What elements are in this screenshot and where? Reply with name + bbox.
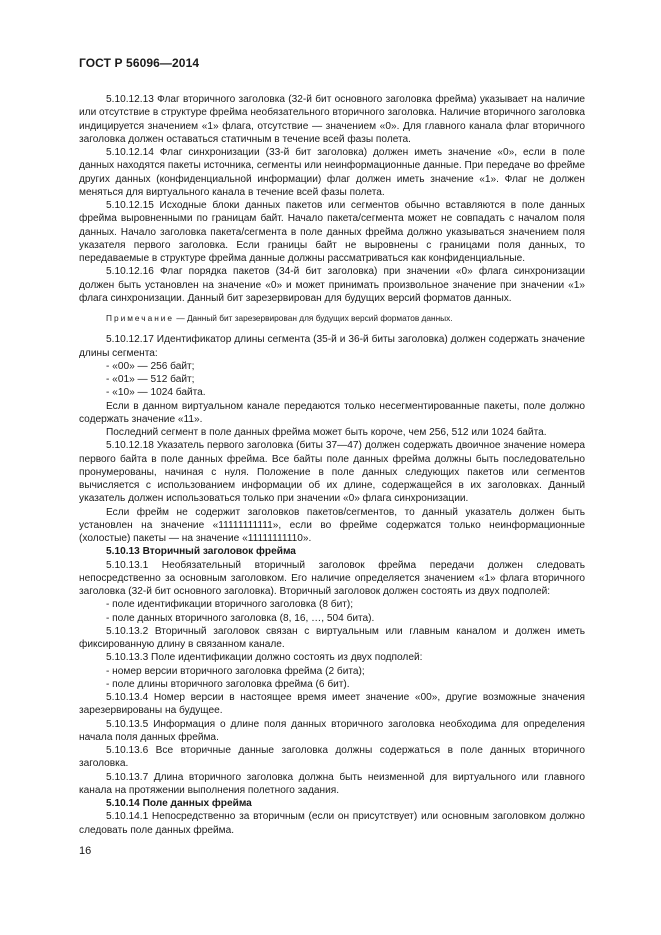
paragraph-5-10-12-18: 5.10.12.18 Указатель первого заголовка (биты 37—47) должен содержать двоичное значение номера первого байта в поле данных фрейма. Все байты поле данных фрейма должны быть последовательно пронумерованы, начиная с нуля. Положение в поле данных следующих пакетов или сегментов вычисляется с использованием информации об их длине, содержащейся в их заголовках. Данный указатель должен использоваться только при значении «0» флага синхронизации. <box>79 440 585 505</box>
paragraph: Если в данном виртуальном канале передаются только несегментированные пакеты, поле должно содержать значение «11». <box>79 400 585 425</box>
paragraph-5-10-13-6: 5.10.13.6 Все вторичные данные заголовка должны содержаться в поле данных вторичного заголовка. <box>79 745 585 770</box>
paragraph-5-10-12-14: 5.10.12.14 Флаг синхронизации (33-й бит заголовка) должен иметь значение «0», если в поле данных находятся пакеты источника, сегменты или неинформационные данные. При передаче во фрейме других данных (конфиденциальной информации) флаг должен иметь значение «1». Флаг не должен меняться для виртуального канала в течение всей фазы полета. <box>79 147 585 198</box>
section-heading-5-10-14: 5.10.14 Поле данных фрейма <box>106 798 252 809</box>
list-item: - «00» — 256 байт; <box>106 360 195 372</box>
paragraph: Последний сегмент в поле данных фрейма может быть короче, чем 256, 512 или 1024 байта. <box>106 427 547 438</box>
paragraph-5-10-13-7: 5.10.13.7 Длина вторичного заголовка должна быть неизменной для виртуального или главного канала на протяжении выполнения полетного задания. <box>79 771 585 796</box>
note <box>79 312 585 325</box>
paragraph-5-10-13-4: 5.10.13.4 Номер версии в настоящее время имеет значение «00», другие возможные значения зарезервированы на будущее. <box>79 692 585 717</box>
list-item: - поле данных вторичного заголовка (8, 16, …, 504 бита). <box>106 612 375 624</box>
paragraph-5-10-12-16: 5.10.12.16 Флаг порядка пакетов (34-й бит заголовка) при значении «0» флага синхронизации должен быть установлен на значение «0» и может принимать произвольное значение при значении «1» флага синхронизации. Данный бит зарезервирован для будущих версий форматов данных. <box>79 266 585 304</box>
list-item: - поле идентификации вторичного заголовка (8 бит); <box>106 599 354 611</box>
list-item: - номер версии вторичного заголовка фрейма (2 бита); <box>106 665 365 677</box>
note-label: Примечание <box>106 313 175 323</box>
paragraph-5-10-13-5: 5.10.13.5 Информация о длине поля данных вторичного заголовка необходима для определения начала поля данных фрейма. <box>79 718 585 743</box>
paragraph: Если фрейм не содержит заголовков пакетов/сегментов, то данный указатель должен быть установлен на значение «11111111111», если во фрейме содержатся только неинформационные (холостые) пакеты — на значение «11111111110». <box>79 506 585 544</box>
list-item: - «10» — 1024 байта. <box>106 387 206 399</box>
document-body <box>79 93 585 837</box>
note-text: — Данный бит зарезервирован для будущих версий форматов данных. <box>174 313 453 323</box>
list-item: - «01» — 512 байт; <box>106 374 195 385</box>
paragraph-5-10-12-15: 5.10.12.15 Исходные блоки данных пакетов или сегментов обычно вставляются в поле данных фрейма выровненными по границам байт. Начало пакета/сегмента может не совпадать с началом поля данных. Начало заголовка пакета/сегмента в поле данных фрейма должно указываться значением поля указателя первого заголовка. Если границы байт не выровнены с границами поля данных, то передаваемые в структуре фрейма данные должны рассматриваться как конфиденциальные. <box>79 200 585 264</box>
document-header: ГОСТ Р 56096—2014 <box>79 56 200 70</box>
paragraph-5-10-13-2: 5.10.13.2 Вторичный заголовок связан с виртуальным или главным каналом и должен иметь фиксированную длину в связанном канале. <box>79 625 585 650</box>
paragraph-5-10-13-3: 5.10.13.3 Поле идентификации должно состоять из двух подполей: <box>106 652 423 664</box>
list-item: - поле длины вторичного заголовка фрейма (6 бит). <box>106 678 350 690</box>
paragraph-5-10-12-13: 5.10.12.13 Флаг вторичного заголовка (32-й бит основного заголовка фрейма) указывает на наличие или отсутствие в структуре фрейма необязательного вторичного заголовка. Наличие вторичного заголовка индицируется значением «1» флага, отсутствие — значением «0». Для главного канала флаг вторичного заголовка должен оставаться статичным в течение всей фазы полета. <box>79 94 585 145</box>
page-number: 16 <box>79 845 92 857</box>
section-heading-5-10-13: 5.10.13 Вторичный заголовок фрейма <box>106 546 296 558</box>
paragraph-5-10-14-1: 5.10.14.1 Непосредственно за вторичным (если он присутствует) или основным заголовком должно следовать поле данных фрейма. <box>79 811 585 836</box>
paragraph-5-10-13-1: 5.10.13.1 Необязательный вторичный заголовок фрейма передачи должен следовать непосредственно за основным заголовком. Его наличие определяется значением «1» флага вторичного заголовка (32-й бит основного заголовка). Вторичный заголовок должен состоять из двух подполей: <box>79 559 585 597</box>
paragraph-5-10-12-17: 5.10.12.17 Идентификатор длины сегмента (35-й и 36-й биты заголовка) должен содержать значение длины сегмента: <box>79 334 585 359</box>
